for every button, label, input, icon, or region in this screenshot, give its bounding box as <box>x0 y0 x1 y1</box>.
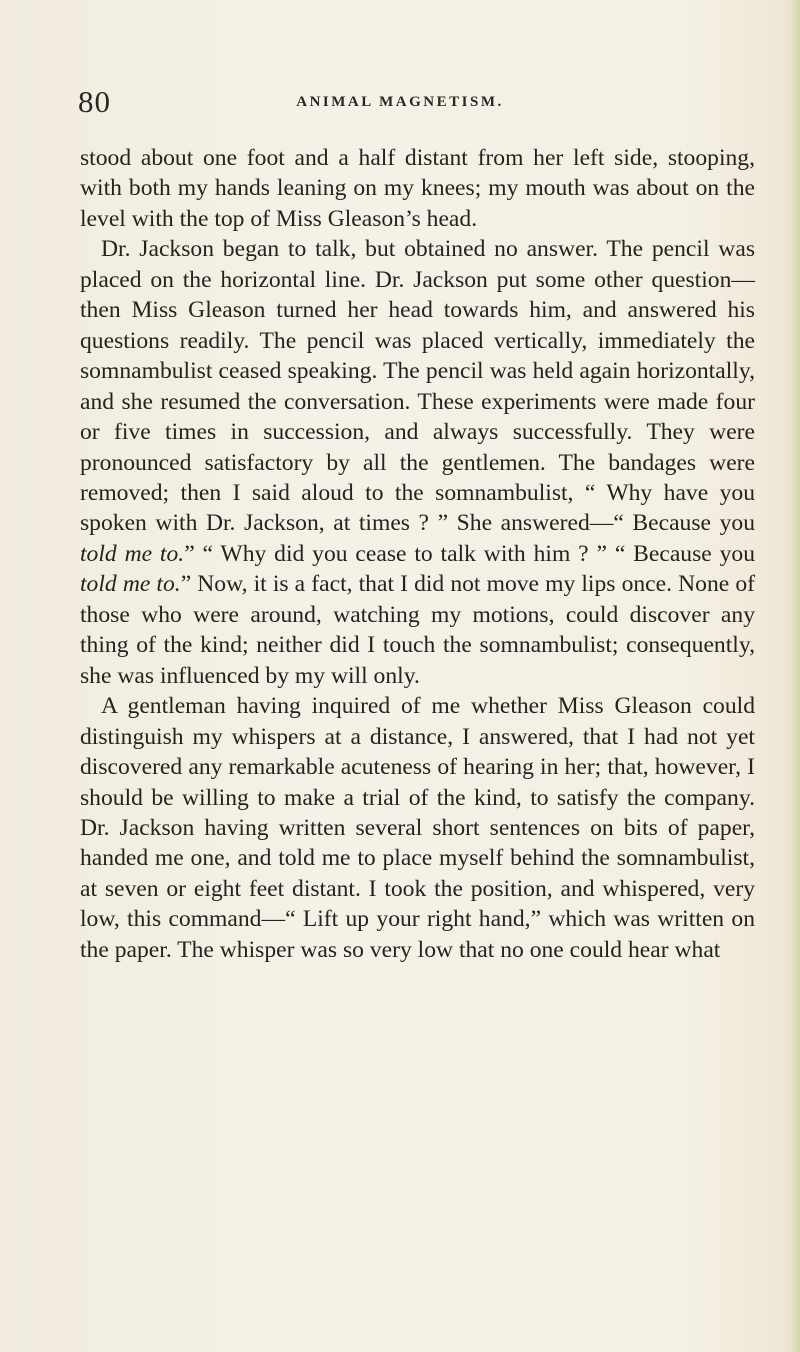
text-run: A gentleman having inquired of me whether Miss Gleason could distinguish my whispers at a distance, I answered, that I had not yet discovered any remarkable acuteness of hearing in her; that, however, I should be willing to make a trial of the kind, to satisfy the company. Dr. Jackson having written several short sentences on bits of paper, handed me one, and told me to place myself behind the somnambulist, at seven or eight feet distant. I took the position, and whispered, very low, this command—“ Lift up your right hand,” which was written on the paper. The whisper was so very low that no one could hear what <box>80 693 755 963</box>
text-run: stood about one foot and a half distant from her left side, stooping, with both my hands leaning on my knees; my mouth was about on the level with the top of Miss Gleason’s head. <box>80 145 755 232</box>
running-head: ANIMAL MAGNETISM. <box>296 94 504 110</box>
body-text <box>80 143 755 965</box>
paragraph <box>80 691 755 965</box>
text-run: ” Now, it is a fact, that I did not move my lips once. None of those who were around, watching my motions, could discover any thing of the kind; neither did I touch the somnambulist; consequently, she was influenced by my will only. <box>80 571 755 689</box>
text-run: ” “ Why did you cease to talk with him ? ” “ Because you <box>184 540 755 567</box>
page-number: 80 <box>78 84 111 119</box>
text-run: Dr. Jackson began to talk, but obtained no answer. The pencil was placed on the horizontal line. Dr. Jackson put some other question—then Miss Gleason turned her head towards him, and answered his questions readily. The pencil was placed vertically, immediately the somnambulist ceased speaking. The pencil was held again horizontally, and she resumed the conversation. These experiments were made four or five times in succession, and always successfully. They were pronounced satisfactory by all the gentlemen. The bandages were removed; then I said aloud to the somnambulist, “ Why have you spoken with Dr. Jackson, at times ? ” She answered—“ Because you <box>80 236 755 537</box>
page-edge <box>782 0 800 1352</box>
paragraph <box>80 143 755 234</box>
italic-text: told me to. <box>80 540 185 567</box>
page-header <box>0 84 800 130</box>
paragraph <box>80 234 755 691</box>
italic-text: told me to. <box>80 571 181 598</box>
